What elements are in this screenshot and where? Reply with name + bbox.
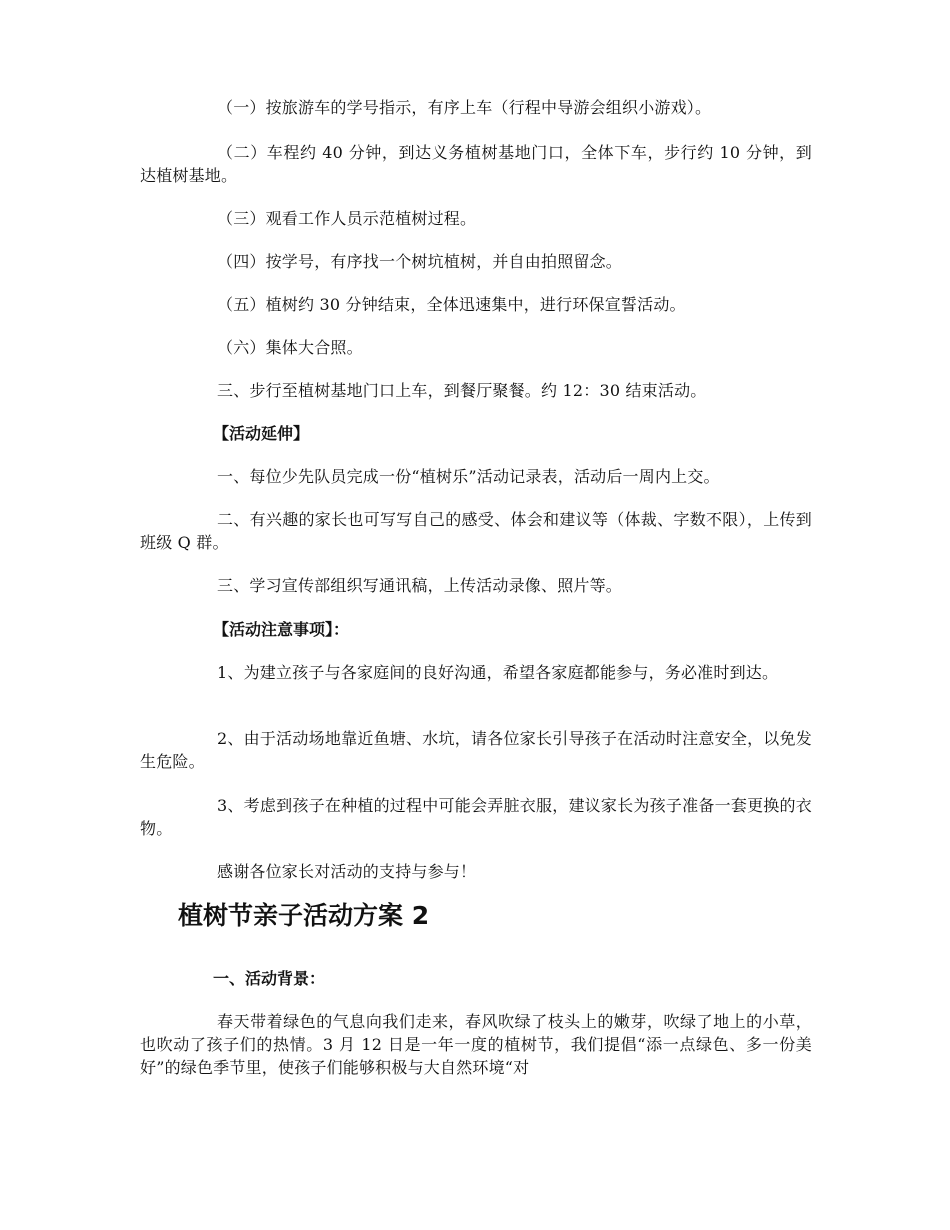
note-item-two: 2、由于活动场地靠近鱼塘、水坑，请各位家长引导孩子在活动时注意安全，以免发生危险。 [140,729,812,771]
activity-notes-heading: 【活动注意事项】： [213,620,350,639]
note-item-three: 3、考虑到孩子在种植的过程中可能会弄脏衣服，建议家长为孩子准备一套更换的衣物。 [140,796,812,838]
note-item-one: 1、为建立孩子与各家庭间的良好沟通，希望各家庭都能参与，务必准时到达。 [217,663,779,682]
extension-item-two: 二、有兴趣的家长也可写写自己的感受、体会和建议等（体裁、字数不限），上传到班级 Q 群。 [140,510,812,552]
step-two-paragraph: （二）车程约 40 分钟，到达义务植树基地门口，全体下车，步行约 10 分钟，到达植树基地。 [140,143,812,185]
step-five-paragraph: （五）植树约 30 分钟结束，全体迅速集中，进行环保宣誓活动。 [217,295,686,314]
step-six-paragraph: （六）集体大合照。 [217,338,363,357]
step-three-paragraph: （三）观看工作人员示范植树过程。 [217,209,477,228]
activity-extension-heading: 【活动延伸】 [213,424,310,443]
step-one-paragraph: （一）按旅游车的学号指示，有序上车（行程中导游会组织小游戏）。 [217,98,712,117]
return-paragraph: 三、步行至植树基地门口上车，到餐厅聚餐。约 12：30 结束活动。 [217,381,707,400]
section-title: 植树节亲子活动方案 2 [178,901,430,930]
background-paragraph: 春天带着绿色的气息向我们走来，春风吹绿了枝头上的嫩芽，吹绿了地上的小草，也吹动了孩子们的热情。3 月 12 日是一年一度的植树节，我们提倡“添一点绿色、多一份美好”的绿色季节里，使孩子们能够积极与大自然环境“对 [140,1012,812,1077]
step-four-paragraph: （四）按学号，有序找一个树坑植树，并自由拍照留念。 [217,252,623,271]
thanks-paragraph: 感谢各位家长对活动的支持与参与！ [217,862,477,881]
extension-item-three: 三、学习宣传部组织写通讯稿，上传活动录像、照片等。 [217,576,623,595]
background-heading: 一、活动背景： [213,969,326,988]
extension-item-one: 一、每位少先队员完成一份“植树乐”活动记录表，活动后一周内上交。 [217,467,720,486]
